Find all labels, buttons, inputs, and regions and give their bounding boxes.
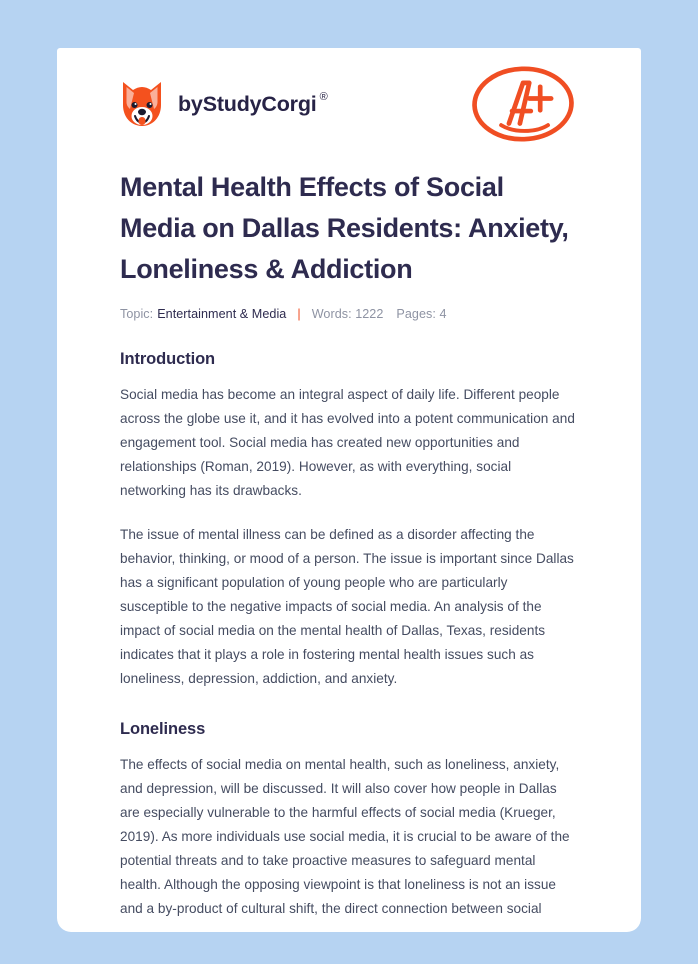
page-title: Mental Health Effects of Social Media on Dallas Residents: Anxiety, Loneliness & Addiction: [120, 172, 569, 284]
registered-mark: ®: [319, 90, 328, 103]
page-count: Pages: 4: [396, 307, 447, 321]
document-paper: [57, 48, 641, 932]
paragraph: The issue of mental illness can be defined as a disorder affecting the behavior, thinking, or mood of a person. The issue is important since Dallas has a significant population of young people who are particularly susceptible to the negative impacts of social media. An analysis of the impact of social media on the mental health of Dallas, Texas, residents indicates that it plays a role in fostering mental health issues such as loneliness, depression, addiction, and anxiety.: [120, 527, 574, 686]
studycorgi-brand[interactable]: [120, 79, 327, 129]
section-heading-loneliness: Loneliness: [120, 720, 206, 738]
a-plus-circle-icon: [468, 61, 578, 147]
topic-link[interactable]: Entertainment & Media: [157, 307, 287, 321]
meta-separator: |: [297, 307, 301, 321]
section-heading-introduction: Introduction: [120, 350, 216, 368]
document-content: [57, 48, 641, 921]
word-count: Words: 1222: [311, 307, 384, 321]
brand-wordmark: [178, 92, 327, 117]
document-meta: [120, 307, 578, 321]
paragraph: Social media has become an integral aspect of daily life. Different people across the globe use it, and it has evolved into a potent communication and engagement tool. Social media has created new opportunities and relationships (Roman, 2019). However, as with everything, social networking has its drawbacks.: [120, 387, 575, 498]
corgi-head-icon: [120, 79, 164, 129]
brand-prefix: by: [178, 91, 203, 116]
document-header: [120, 48, 578, 143]
brand-name: StudyCorgi: [202, 91, 317, 116]
topic-label: Topic:: [120, 307, 154, 321]
paragraph: The effects of social media on mental health, such as loneliness, anxiety, and depression, will be discussed. It will also cover how people in Dallas are especially vulnerable to the harmful effects of social media (Krueger, 2019). As more individuals use social media, it is crucial to be aware of the potential threats and to take proactive measures to safeguard mental health. Although the opposing viewpoint is that loneliness is not an issue and a by-product of cultural shift, the direct connection between social: [120, 757, 570, 916]
